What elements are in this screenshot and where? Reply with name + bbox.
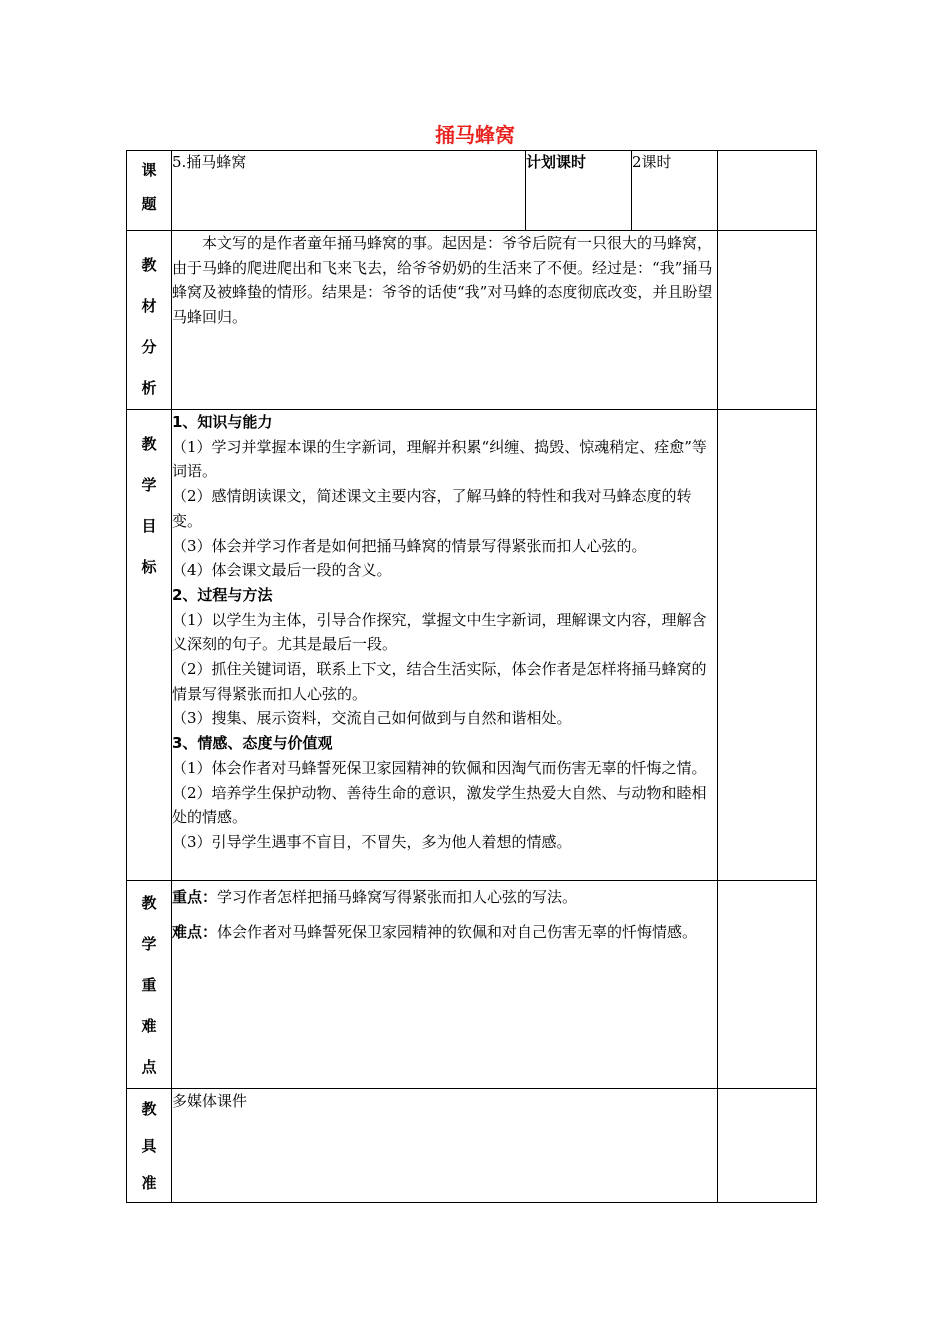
key-points-blank-cell [718,881,817,1089]
analysis-blank-cell [718,231,817,410]
analysis-row [127,231,817,410]
goals-item: （2）抓住关键词语，联系上下文，结合生活实际，体会作者是怎样将捅马蜂窝的情景写得紧张而扣人心弦的。 [172,660,707,703]
goals-item: （3）搜集、展示资料，交流自己如何做到与自然和谐相处。 [172,709,572,728]
goals-blank-cell [718,410,817,881]
tools-text: 多媒体课件 [172,1092,248,1110]
key-points-row [127,881,817,1089]
goals-section-heading: 1、知识与能力 [172,413,273,431]
goals-row [127,410,817,881]
goals-section-heading: 3、情感、态度与价值观 [172,734,333,753]
planned-hours-label: 计划课时 [526,151,632,231]
goals-item: （4）体会课文最后一段的含义。 [172,561,392,580]
goals-item: （1）学习并掌握本课的生字新词，理解并积累“纠缠、捣毁、惊魂稍定、痊愈”等词语。 [172,437,707,481]
lesson-plan-table [126,150,817,1203]
document-title: 捅马蜂窝 [435,123,515,147]
difficulty-text: 体会作者对马蜂誓死保卫家园精神的钦佩和对自己伤害无辜的忏悔情感。 [217,923,698,941]
key-point-text: 学习作者怎样把捅马蜂窝写得紧张而扣人心弦的写法。 [217,888,578,906]
analysis-content [172,231,718,410]
analysis-label: 教 材 分 析 [127,231,172,410]
key-points-content [172,881,718,1089]
difficulty-label: 难点： [172,923,218,941]
topic-value: 5.捅马蜂窝 [172,151,526,231]
goals-item: （2）培养学生保护动物、善待生命的意识，激发学生热爱大自然、与动物和睦相处的情感。 [172,783,707,827]
key-point-line [172,881,717,913]
goals-section-heading: 2、过程与方法 [172,585,273,604]
goals-item: （1）体会作者对马蜂誓死保卫家园精神的钦佩和因淘气而伤害无辜的忏悔之情。 [172,758,707,777]
goals-label: 教 学 目 标 [127,410,172,881]
goals-item: （2）感情朗读课文，简述课文主要内容，了解马蜂的特性和我对马蜂态度的转变。 [172,487,692,530]
goals-content [172,410,718,881]
tools-row [127,1089,817,1203]
goals-item: （3）体会并学习作者是如何把捅马蜂窝的情景写得紧张而扣人心弦的。 [172,536,647,555]
goals-item: （1）以学生为主体，引导合作探究，掌握文中生字新词，理解课文内容，理解含义深刻的句子。尤其是最后一段。 [172,610,707,654]
key-points-label: 教 学 重 难 点 [127,881,172,1089]
topic-blank-cell [718,151,817,231]
tools-blank-cell [718,1089,817,1203]
tools-label: 教 具 准 [127,1089,172,1203]
topic-row [127,151,817,231]
difficulty-line [172,913,717,952]
tools-content [172,1089,718,1203]
key-point-label: 重点： [172,888,218,906]
analysis-text: 本文写的是作者童年捅马蜂窝的事。起因是：爷爷后院有一只很大的马蜂窝，由于马蜂的爬进爬出和飞来飞去，给爷爷奶奶的生活来了不便。经过是：“我”捅马蜂窝及被蜂蛰的情形。结果是：爷爷的话使“我”对马蜂的态度彻底改变，并且盼望马蜂回归。 [172,234,713,327]
topic-label: 课 题 [127,151,172,231]
goals-item: （3）引导学生遇事不盲目，不冒失，多为他人着想的情感。 [172,832,572,851]
planned-hours-value: 2课时 [632,151,718,231]
